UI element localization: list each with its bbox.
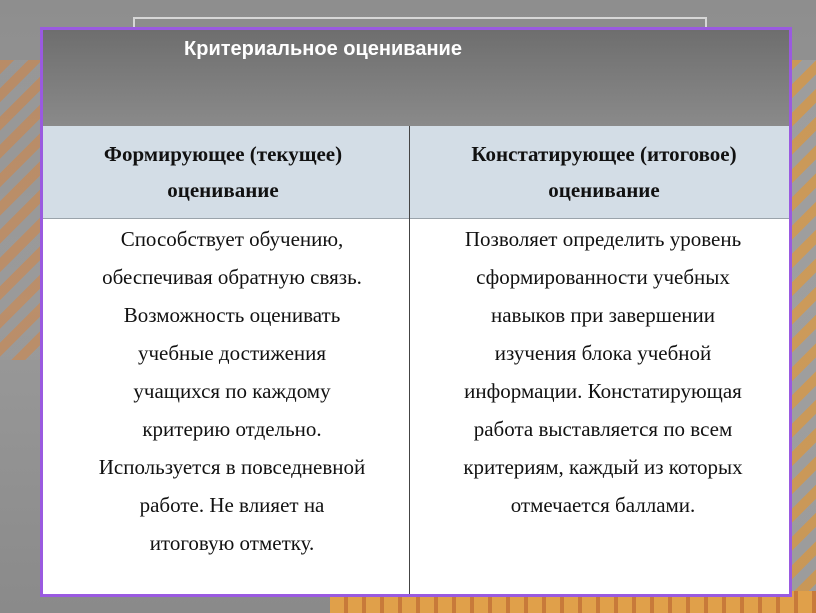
heading-line: Формирующее (текущее)	[103, 142, 343, 166]
heading-line: Констатирующее (итоговое)	[471, 142, 737, 166]
body-line: Способствует обучению,	[120, 227, 344, 251]
table-title: Критериальное оценивание	[184, 38, 462, 60]
body-line: сформированности учебных	[476, 265, 730, 289]
body-line: работа выставляется по всем	[473, 417, 733, 441]
body-line: Используется в повседневной	[98, 455, 366, 479]
formative-description	[55, 220, 409, 562]
body-line: Возможность оценивать	[123, 303, 341, 327]
body-line: итоговую отметку.	[149, 531, 315, 555]
body-line: Позволяет определить уровень	[464, 227, 742, 251]
body-line: критериям, каждый из которых	[463, 455, 743, 479]
heading-line: оценивание	[548, 178, 660, 202]
body-line: работе. Не влияет на	[139, 493, 325, 517]
body-line: навыков при завершении	[490, 303, 716, 327]
body-line: отмечается баллами.	[510, 493, 696, 517]
decorative-stripes-right	[788, 60, 816, 613]
column-heading-summative	[419, 126, 789, 218]
body-line: учащихся по каждому	[133, 379, 331, 403]
body-line: учебные достижения	[137, 341, 327, 365]
decorative-stripes-left	[0, 60, 40, 360]
heading-line: оценивание	[167, 178, 279, 202]
summative-description	[417, 220, 789, 524]
column-divider	[409, 126, 410, 594]
body-line: информации. Констатирующая	[464, 379, 742, 403]
body-line: обеспечивая обратную связь.	[102, 265, 362, 289]
comparison-table	[40, 27, 792, 597]
body-line: критерию отдельно.	[142, 417, 322, 441]
column-heading-formative	[63, 126, 383, 218]
table-title-row	[43, 30, 789, 127]
body-line: изучения блока учебной	[494, 341, 712, 365]
